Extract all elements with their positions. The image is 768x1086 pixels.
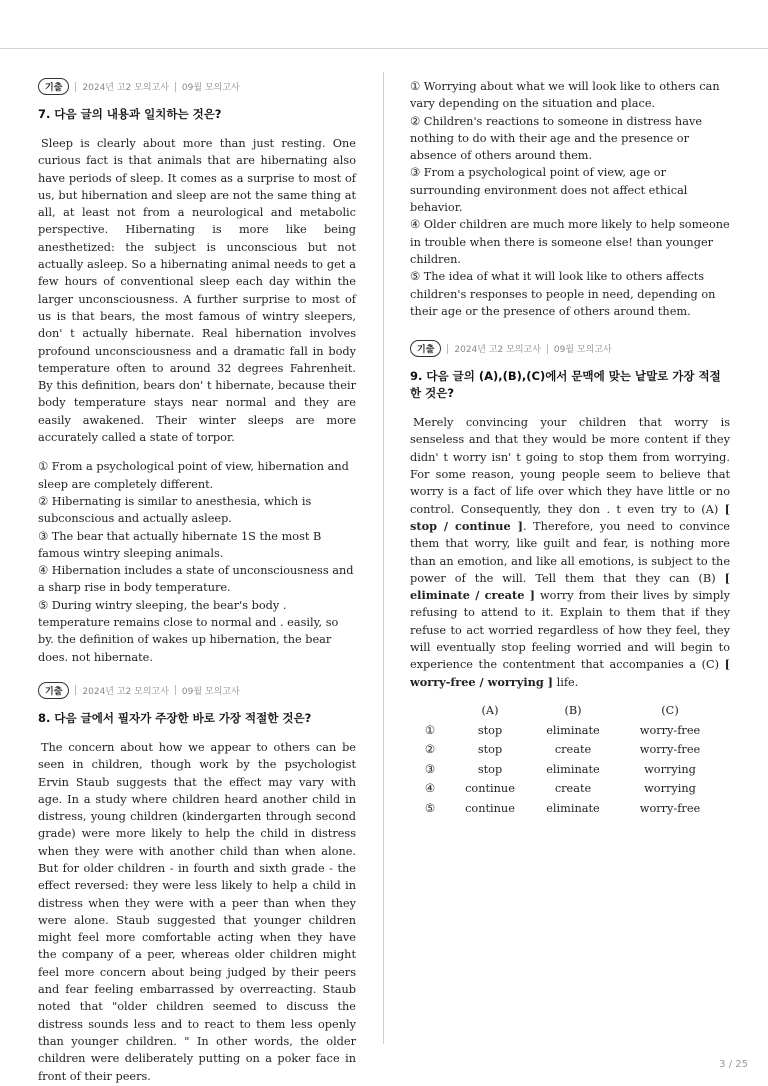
cell-b: eliminate [546,762,600,776]
q9-source-year: 2024년 고2 모의고사 [454,345,541,356]
q7-choice-5: ⑤ During wintry sleeping, the bear's body . temperature remains close to normal and . easily, so by. the definition of wakes up hibernation, the bear does. not hibernate. [38,598,339,664]
q9-source [410,340,730,357]
q8-title: 8. 다음 글에서 필자가 주장한 바로 가장 적절한 것은? [38,710,312,725]
q7-passage: Sleep is clearly about more than just resting. One curious fact is that animals that are hibernating also have periods of sleep. It comes as a surprise to most of us, but hibernation and sleep are not the same thing at all, at least not from a neurological and metabolic perspective. Hibernating is more like being anesthetized: the subject is unconscious but not actually asleep. So a hibernating animal needs to get a few hours of conventional sleep each day within the larger unconsciousness. A further surprise to most of us is that bears, the most famous of wintry sleepers, don' t actually hibernate. Real hibernation involves profound unconsciousness and a dramatic fall in body temperature often to around 32 degrees Fahrenheit. By this definition, bears don' t hibernate, because their body temperature stays near normal and they are easily awakened. Their winter sleeps are more accurately called a state of torpor. [38,137,356,445]
q8-choice-4: ④ Older children are much more likely to help someone in trouble when there is someone else! than younger children. [410,218,730,266]
q7-source [38,78,356,95]
q9-passage-part2: . Therefore, you need to convince them that worry, like guilt and fear, is nothing more than an emotion, and like all emotions, is subject to the power of the will. Tell them that they can (B) [410,519,730,585]
q9-passage-part1: Merely convincing your children that worry is senseless and that they would be more content if they didn' t worry isn' t going to stop them from worrying. For some reason, young people seem to believe that worry is a fact of life over which they have little or no control. Consequently, they don . t even try to (A) [410,416,730,516]
q7-choice-1: ① From a psychological point of view, hibernation and sleep are completely different. [38,460,349,491]
left-column [38,78,356,1085]
row-number: ④ [424,782,436,796]
q7-choice-4: ④ Hibernation includes a state of unconsciousness and a sharp rise in body temperature. [38,564,354,595]
q7-source-year: 2024년 고2 모의고사 [82,83,169,93]
q8-passage: The concern about how we appear to others can be seen in children, though work by the psychologist Ervin Staub suggests that the effect may vary with age. In a study where children heard another child in distress, young children (kindergarten through second grade) were more likely to help the child in distress when they were with another child than when alone. But for older children - in fourth and sixth grade - the effect reversed: they were less likely to help a child in distress when they were with a peer than when they were alone. Staub suggested that younger children might feel more comfortable acting when they have the company of a peer, whereas older children might feel more concern about being judged by their peers and fear feeling embarrassed by overreacting. Staub noted that "older children seemed to discuss the distress sounds less and to react to them less openly than younger children. " In other words, the older children were deliberately putting on a poker face in front of their peers. [38,740,356,1083]
q9-passage [410,414,730,691]
q8-choice-5: ⑤ The idea of what it will look like to others affects children's responses to people in need, depending on their age or the presence of others around them. [410,270,716,318]
cell-a: stop [477,743,503,757]
table-row [410,720,724,740]
cell-c: worry-free [639,801,701,815]
right-column [410,78,730,818]
cell-b: create [554,782,592,796]
q8-choice-2: ② Children's reactions to someone in distress have nothing to do with their age and the presence or absence of others around them. [410,114,703,163]
q7-badge: 기출 [38,78,69,95]
q7-title: 7. 다음 글의 내용과 일치하는 것은? [38,107,222,121]
cell-a: continue [465,801,515,815]
q8-choices [410,78,730,320]
q9-answer-table [410,701,724,818]
column-divider [383,72,384,1044]
cell-a: continue [465,782,515,796]
row-number: ① [424,723,436,737]
q8-badge: 기출 [38,682,69,699]
cell-c: worry-free [639,723,701,737]
q7-choice-3: ③ The bear that actually hibernate 1S the most B famous wintry sleeping animals. [38,529,322,560]
header-b: (B) [564,704,582,718]
q9-blank-a: [ stop / continue ] [410,501,730,533]
table-row [410,779,724,799]
q8-choice-3: ③ From a psychological point of view, age or surrounding environment does not affect ethical behavior. [410,166,688,215]
row-number: ② [424,743,436,757]
q7-choices [38,458,356,666]
q8-choice-1: ① Worrying about what we will look like to others can vary depending on the situation and place. [410,80,720,111]
table-row [410,759,724,779]
cell-b: create [554,743,592,757]
cell-c: worrying [644,782,696,796]
q9-blank-b: [ eliminate / create ] [410,570,730,603]
row-number: ③ [424,762,436,776]
q8-source [38,682,356,699]
cell-c: worrying [644,762,696,776]
table-row [410,740,724,760]
cell-a: stop [477,723,503,737]
q9-passage-part4: life. [553,675,579,689]
page-number: 3 / 25 [719,1059,748,1070]
header-a: (A) [481,704,499,718]
q7-source-month: 09월 모의고사 [181,83,240,93]
q9-title: 9. 다음 글의 (A),(B),(C)에서 문맥에 맞는 낱말로 가장 적절한 것은? [410,369,721,401]
cell-a: stop [477,762,503,776]
table-header-row [410,701,724,721]
q8-source-month: 09월 모의고사 [181,686,240,697]
q7-choice-2: ② Hibernating is similar to anesthesia, which is subconscious and actually asleep. [38,494,312,526]
q9-blank-c: [ worry-free / worrying ] [410,657,730,689]
row-number: ⑤ [424,801,436,815]
header-c: (C) [661,704,679,718]
q9-source-month: 09월 모의고사 [553,345,612,356]
q8-source-year: 2024년 고2 모의고사 [82,686,169,697]
header-rule [0,48,768,49]
cell-c: worry-free [639,743,701,757]
q9-passage-part3: worry from their lives by simply refusing to attend to it. Explain to them that if they refuse to act worried regardless of how they feel, they will eventually stop feeling worried and will begin to experience the contentment that accompanies a (C) [410,589,730,672]
cell-b: eliminate [546,723,600,737]
cell-b: eliminate [546,801,600,815]
table-row [410,798,724,818]
q9-badge: 기출 [410,340,441,357]
